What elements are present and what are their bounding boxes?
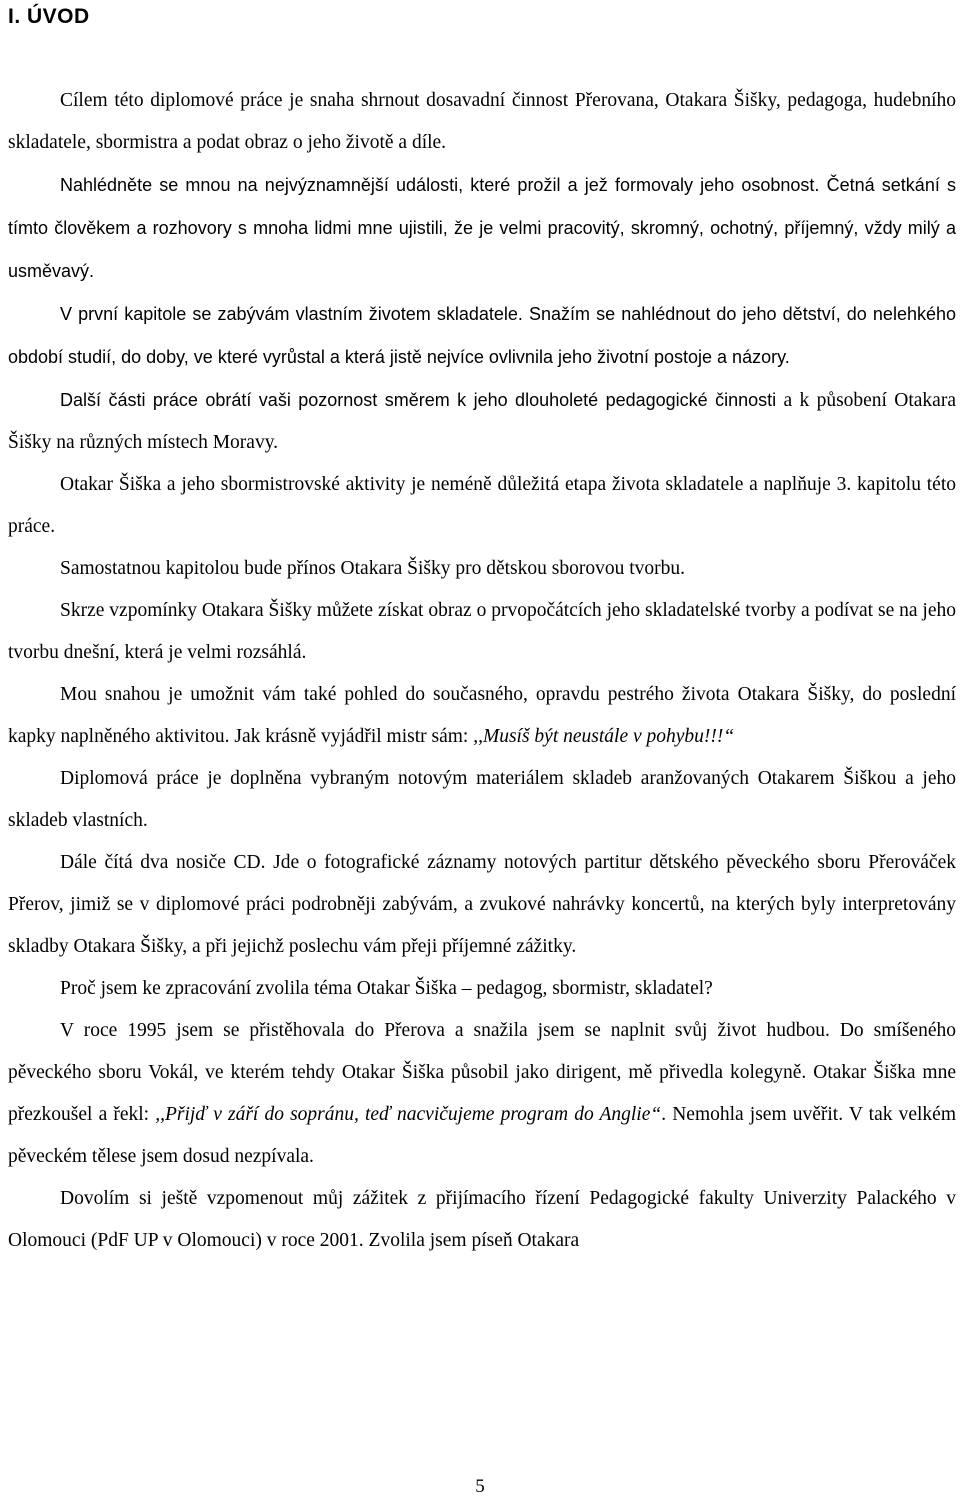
paragraph-1995-text-1: V roce 1995 jsem se přistěhovala do Přerova a snažila jsem se naplnit svůj život hudbou. Do smíšeného pěveckého sboru Vokál, ve kterém tehdy Otakar Šiška působil jako dirigent, mě přivedla kolegyně. Otakar Šiška mne přezkoušel a řekl: [8,1020,956,1125]
paragraph-aim [8,80,956,164]
paragraph-first-chapter-text-2: Snažím se nahlédnout do jeho dětství, do nelehkého období studií, do doby, ve které vyrůstal a která jistě nejvíce ovlivnila jeho životní postoje a názory. [8,304,956,367]
paragraph-memories [8,590,956,674]
paragraph-choirmaster-text: Otakar Šiška a jeho sbormistrovské aktivity je neméně důležitá etapa života skladatele a naplňuje 3. kapitolu této práce. [8,474,956,537]
page-number: 5 [475,1476,485,1497]
paragraph-why-topic [8,968,956,1010]
paragraph-cd-text-2: Jde o fotografické záznamy notových partitur dětského pěveckého sboru Přerováček Přerov, jimiž se v diplomové práci podrobněji zabývám, a zvukové nahrávky koncertů, na kterých byly interpretovány skladby Otakara Šišky, a při jejichž poslechu vám přeji příjemné zážitky. [8,852,956,957]
paragraph-1995 [8,1010,956,1178]
quote-always-moving: ,,Musíš být neustále v pohybu!!!“ [473,726,735,747]
paragraph-1995-text-2: . Nemohla jsem uvěřit. V tak velkém pěveckém tělese jsem dosud nezpívala. [8,1104,957,1167]
paragraph-personality-text-1: Nahlédněte se mnou na nejvýznamnější události, které prožil a jež formovaly jeho osobnost. [60,175,827,195]
quote-soprano: ,,Přijď v září do sopránu, teď nacvičujeme program do Anglie“ [155,1104,662,1125]
paragraph-personality [8,164,956,293]
paragraph-children-choir-text: Samostatnou kapitolou bude přínos Otakara Šišky pro dětskou sborovou tvorbu. [60,558,686,579]
paragraph-aim-text: Cílem této diplomové práce je snaha shrnout dosavadní činnost Přerovana, Otakara Šišky, pedagoga, hudebního skladatele, sbormistra a podat obraz o jeho životě a díle. [8,90,956,153]
paragraph-sheet-music-text: Diplomová práce je doplněna vybraným notovým materiálem skladeb aranžovaných Otakarem Šiškou a jeho skladeb vlastních. [8,768,956,831]
paragraph-why-topic-text: Proč jsem ke zpracování zvolila téma Otakar Šiška – pedagog, sbormistr, skladatel? [60,978,713,999]
chapter-heading: I. ÚVOD [8,5,90,28]
body-text [8,80,956,1262]
paragraph-pedagogy-text-1: Další části práce obrátí vaši pozornost směrem k jeho dlouholeté pedagogické činnosti [60,390,784,410]
paragraph-admission-text: Dovolím si ještě vzpomenout můj zážitek z přijímacího řízení Pedagogické fakulty Univerzity Palackého v Olomouci (PdF UP v Olomouci) v roce 2001. Zvolila jsem píseň Otakara [8,1188,956,1251]
paragraph-personality-text-2: Četná setkání s tímto člověkem a rozhovory s mnoha lidmi mne ujistili, že je velmi pracovitý, skromný, ochotný, příjemný, vždy milý a usměvavý. [8,175,956,281]
paragraph-sheet-music [8,758,956,842]
paragraph-pedagogy-text-2: a k působení Otakara Šišky na různých místech Moravy. [8,390,956,453]
paragraph-cd-text-1: Dále čítá dva nosiče CD. [60,852,274,873]
paragraph-children-choir [8,548,956,590]
paragraph-choirmaster [8,464,956,548]
paragraph-present-life [8,674,956,758]
paragraph-first-chapter-text-1: V první kapitole se zabývám vlastním životem skladatele. [60,304,529,324]
paragraph-pedagogy [8,379,956,464]
paragraph-first-chapter [8,293,956,379]
paragraph-admission [8,1178,956,1262]
paragraph-present-life-text: Mou snahou je umožnit vám také pohled do současného, opravdu pestrého života Otakara Šišky, do poslední kapky naplněného aktivitou. Jak krásně vyjádřil mistr sám: [8,684,956,747]
paragraph-cd [8,842,956,968]
paragraph-memories-text: Skrze vzpomínky Otakara Šišky můžete získat obraz o prvopočátcích jeho skladatelské tvorby a podívat se na jeho tvorbu dnešní, která je velmi rozsáhlá. [8,600,956,663]
